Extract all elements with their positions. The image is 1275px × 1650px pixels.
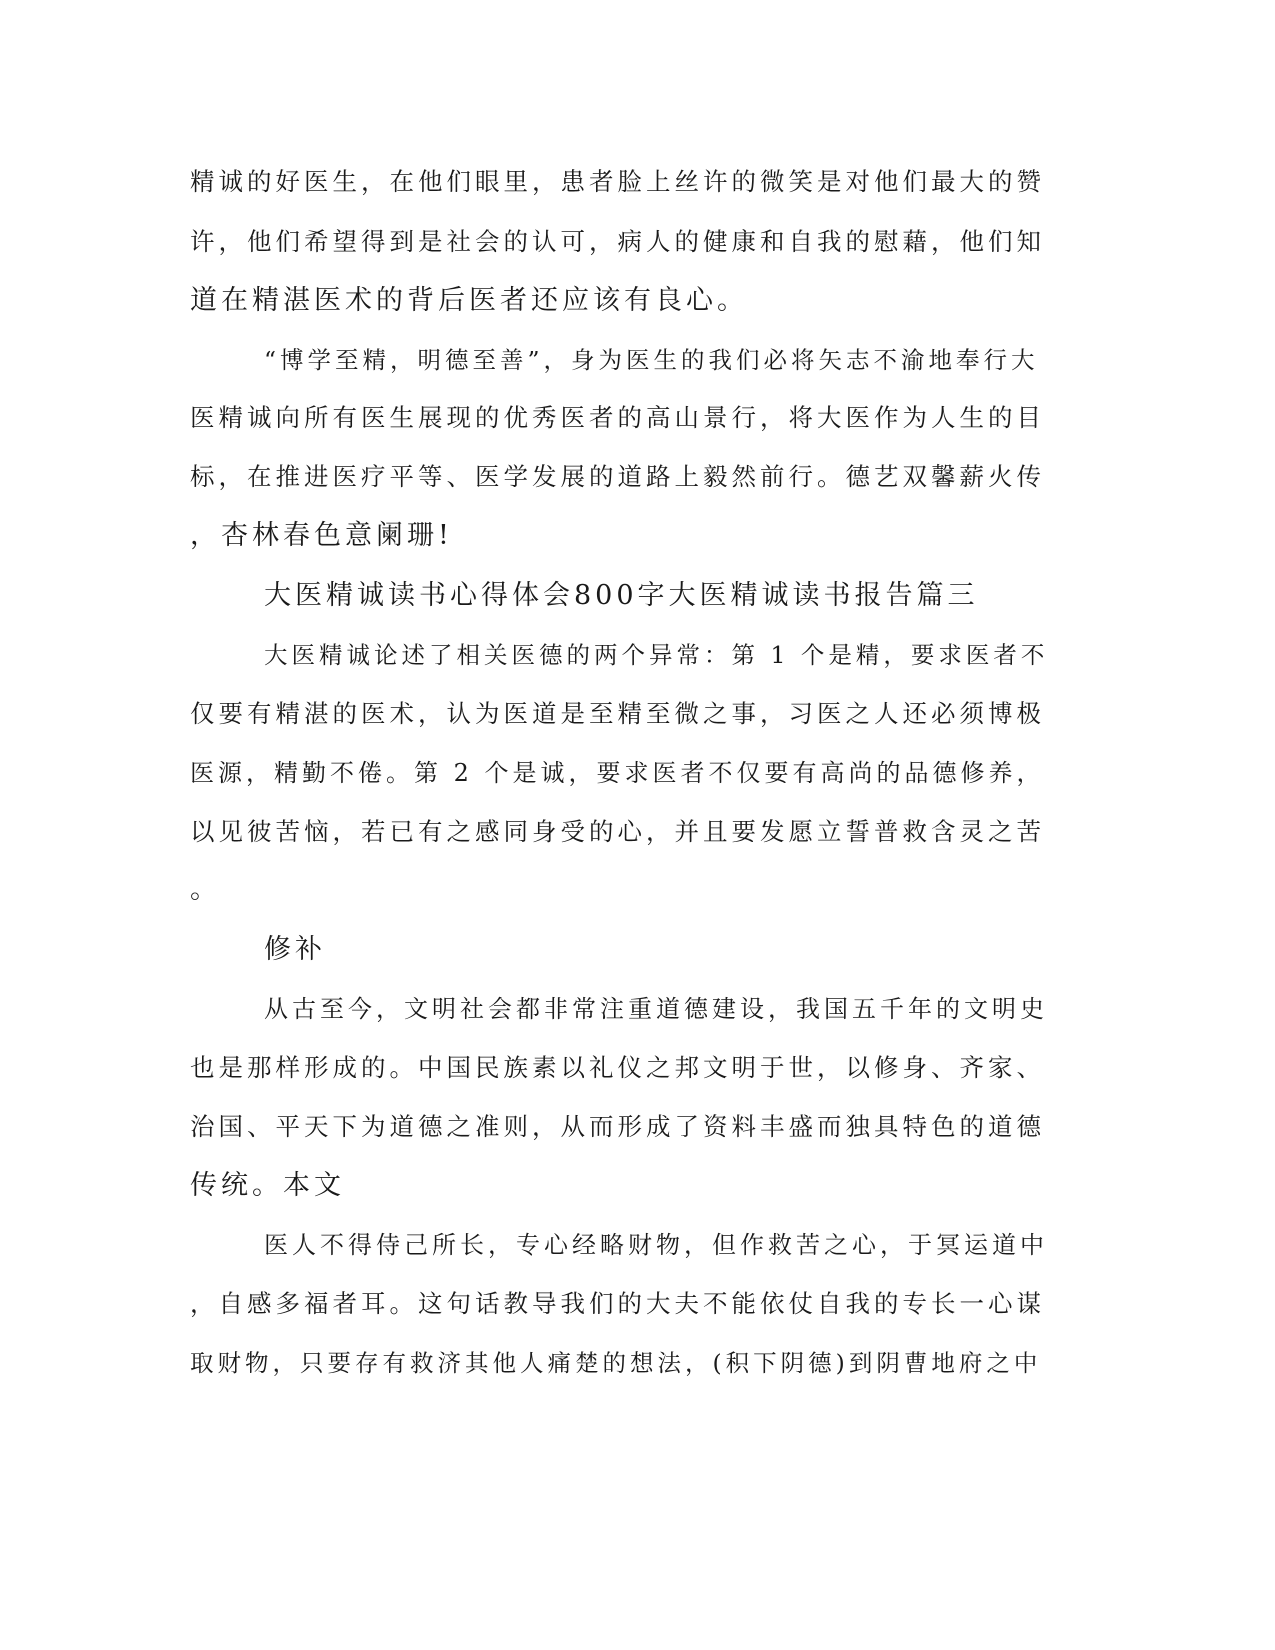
text-line: 也是那样形成的。中国民族素以礼仪之邦文明于世，以修身、齐家、 (190, 1053, 1045, 1082)
text-line: ，自感多福者耳。这句话教导我们的大夫不能依仗自我的专长一心谋 (190, 1289, 1045, 1318)
text-line: “博学至精，明德至善”，身为医生的我们必将矢志不渝地奉行大 (264, 346, 1039, 374)
text-line: 大医精诚论述了相关医德的两个异常：第 1 个是精，要求医者不 (264, 641, 1049, 669)
text-line: 标，在推进医疗平等、医学发展的道路上毅然前行。德艺双馨薪火传 (190, 462, 1045, 491)
text-line: 从古至今，文明社会都非常注重道德建设，我国五千年的文明史 (264, 995, 1048, 1023)
text-line: 仅要有精湛的医术，认为医道是至精至微之事，习医之人还必须博极 (190, 699, 1045, 728)
text-line: 许，他们希望得到是社会的认可，病人的健康和自我的慰藉，他们知 (190, 227, 1045, 256)
section-heading: 大医精诚读书心得体会800字大医精诚读书报告篇三 (264, 580, 979, 611)
text-line: 取财物，只要存有救济其他人痛楚的想法，(积下阴德)到阴曹地府之中 (190, 1349, 1042, 1377)
text-line: 传统。本文 (190, 1170, 345, 1201)
text-line: 医精诚向所有医生展现的优秀医者的高山景行，将大医作为人生的目 (190, 403, 1045, 432)
text-line: 精诚的好医生，在他们眼里，患者脸上丝许的微笑是对他们最大的赞 (190, 167, 1045, 196)
text-line: 治国、平天下为道德之准则，从而形成了资料丰盛而独具特色的道德 (190, 1112, 1045, 1141)
text-line: ，杏林春色意阑珊! (190, 520, 453, 551)
text-line: 医源，精勤不倦。第 2 个是诚，要求医者不仅要有高尚的品德修养， (190, 759, 1045, 787)
text-line: 修补 (264, 934, 326, 965)
text-line: 以见彼苦恼，若已有之感同身受的心，并且要发愿立誓普救含灵之苦 (190, 817, 1045, 846)
text-line: 道在精湛医术的背后医者还应该有良心。 (190, 285, 748, 316)
text-line: 。 (190, 874, 221, 905)
text-line: 医人不得侍己所长，专心经略财物，但作救苦之心，于冥运道中 (264, 1231, 1048, 1259)
